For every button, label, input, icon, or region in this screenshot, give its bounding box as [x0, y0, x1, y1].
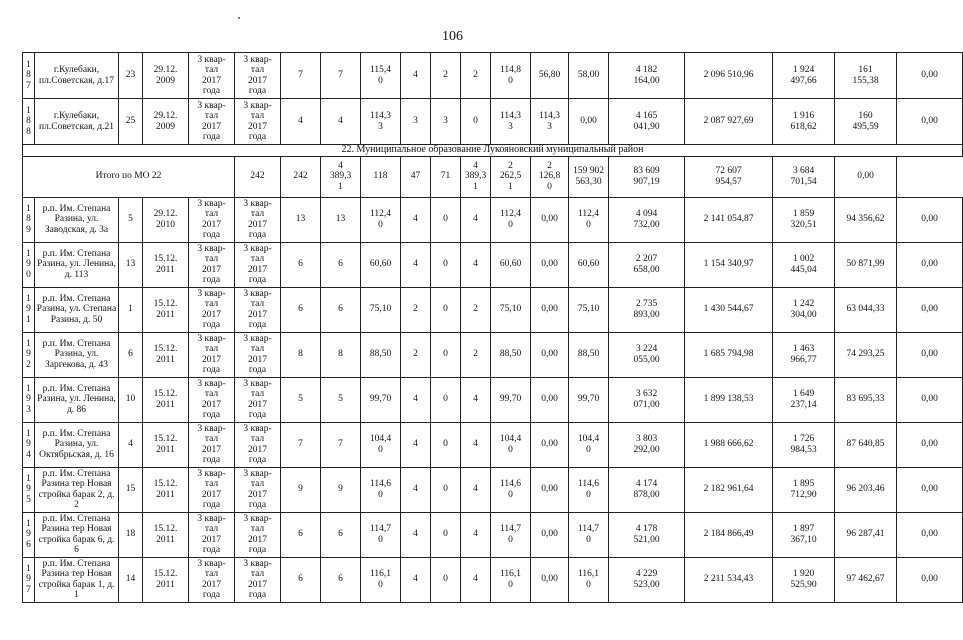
col6: 6 [281, 512, 321, 557]
row-number: 1 9 1 [23, 287, 35, 332]
table-row [23, 377, 963, 422]
cost-region: 1 242 304,00 [773, 287, 835, 332]
cost-local: 50 871,99 [835, 242, 897, 287]
cost-total: 2 735 893,00 [609, 287, 685, 332]
col11: 4 [461, 422, 491, 467]
cost-fund: 1 899 138,53 [685, 377, 773, 422]
row-number: 1 9 0 [23, 242, 35, 287]
col10: 0 [431, 512, 461, 557]
table-row [23, 99, 963, 145]
col6: 13 [281, 197, 321, 242]
col9: 4 [401, 557, 431, 602]
col9: 4 [401, 422, 431, 467]
area-resettled: 60,60 [491, 242, 531, 287]
cost-region: 1 002 445,04 [773, 242, 835, 287]
cost-extra: 0,00 [897, 467, 963, 512]
cost-local: 63 044,33 [835, 287, 897, 332]
recognition-date: 15.12. 2011 [143, 467, 189, 512]
col6: 6 [281, 242, 321, 287]
area-resettled: 114,8 0 [491, 53, 531, 99]
recognition-date: 15.12. 2011 [143, 422, 189, 467]
cost-total: 3 632 071,00 [609, 377, 685, 422]
area-col13: 0,00 [531, 242, 569, 287]
cost-local: 160 495,59 [835, 99, 897, 145]
total-col14: 2 126,8 0 [531, 156, 569, 197]
recognition-date: 15.12. 2011 [143, 287, 189, 332]
address: р.п. Им. Степана Разина тер Новая стройка барак 6, д. 6 [35, 512, 119, 557]
col11: 4 [461, 557, 491, 602]
total-col6: 242 [235, 156, 281, 197]
area-total: 114,3 3 [361, 99, 401, 145]
planned-end: 3 квар- тал 2017 года [235, 197, 281, 242]
col9: 4 [401, 377, 431, 422]
area-resettled: 75,10 [491, 287, 531, 332]
area-resettled: 116,1 0 [491, 557, 531, 602]
col7: 9 [321, 467, 361, 512]
building-count: 13 [119, 242, 143, 287]
total-col9: 118 [361, 156, 401, 197]
area-col14: 75,10 [569, 287, 609, 332]
total-col19: 0,00 [835, 156, 897, 197]
planned-end: 3 квар- тал 2017 года [235, 377, 281, 422]
cost-total: 4 182 164,00 [609, 53, 685, 99]
cost-extra: 0,00 [897, 512, 963, 557]
cost-extra: 0,00 [897, 422, 963, 467]
col10: 2 [431, 53, 461, 99]
cost-local: 161 155,38 [835, 53, 897, 99]
planned-end: 3 квар- тал 2017 года [235, 422, 281, 467]
cost-fund: 1 988 666,62 [685, 422, 773, 467]
cost-local: 87 640,85 [835, 422, 897, 467]
scan-speck [238, 17, 240, 19]
col6: 4 [281, 99, 321, 145]
cost-fund: 1 430 544,67 [685, 287, 773, 332]
building-count: 1 [119, 287, 143, 332]
cost-total: 3 803 292,00 [609, 422, 685, 467]
cost-extra: 0,00 [897, 287, 963, 332]
planned-start: 3 квар- тал 2017 года [189, 512, 235, 557]
area-resettled: 88,50 [491, 332, 531, 377]
row-number: 1 9 2 [23, 332, 35, 377]
area-col14: 99,70 [569, 377, 609, 422]
table-row [23, 197, 963, 242]
col6: 6 [281, 557, 321, 602]
col6: 7 [281, 53, 321, 99]
cost-local: 74 293,25 [835, 332, 897, 377]
cost-local: 97 462,67 [835, 557, 897, 602]
recognition-date: 15.12. 2011 [143, 512, 189, 557]
col7: 4 [321, 99, 361, 145]
page-number: 106 [442, 29, 463, 44]
area-total: 75,10 [361, 287, 401, 332]
section-title: 22. Муниципальное образование Лукояновский муниципальный район [23, 145, 963, 157]
col7: 5 [321, 377, 361, 422]
planned-start: 3 квар- тал 2017 года [189, 557, 235, 602]
rows-after-section [23, 197, 963, 602]
area-total: 116,1 0 [361, 557, 401, 602]
address: р.п. Им. Степана Разина, ул. Степана Разина, д. 50 [35, 287, 119, 332]
table-row [23, 332, 963, 377]
area-col13: 0,00 [531, 287, 569, 332]
row-number: 1 8 7 [23, 53, 35, 99]
cost-local: 94 356,62 [835, 197, 897, 242]
row-number: 1 9 5 [23, 467, 35, 512]
recognition-date: 15.12. 2011 [143, 242, 189, 287]
cost-region: 1 726 984,53 [773, 422, 835, 467]
area-col13: 114,3 3 [531, 99, 569, 145]
col7: 6 [321, 287, 361, 332]
total-col15: 159 902 563,30 [569, 156, 609, 197]
col7: 6 [321, 557, 361, 602]
col11: 4 [461, 512, 491, 557]
area-col14: 88,50 [569, 332, 609, 377]
building-count: 15 [119, 467, 143, 512]
total-col7: 242 [281, 156, 321, 197]
area-col14: 112,4 0 [569, 197, 609, 242]
col7: 7 [321, 53, 361, 99]
area-col14: 60,60 [569, 242, 609, 287]
total-col8: 4 389,3 1 [321, 156, 361, 197]
row-number: 1 9 4 [23, 422, 35, 467]
building-count: 23 [119, 53, 143, 99]
address: г.Кулебаки, пл.Советская, д.17 [35, 53, 119, 99]
cost-fund: 1 154 340,97 [685, 242, 773, 287]
planned-end: 3 квар- тал 2017 года [235, 557, 281, 602]
area-col13: 0,00 [531, 512, 569, 557]
table-row [23, 557, 963, 602]
area-resettled: 114,7 0 [491, 512, 531, 557]
area-total: 104,4 0 [361, 422, 401, 467]
cost-fund: 2 141 054,87 [685, 197, 773, 242]
area-total: 88,50 [361, 332, 401, 377]
address: г.Кулебаки, пл.Советская, д.21 [35, 99, 119, 145]
address: р.п. Им. Степана Разина, ул. Октябрьская, д. 16 [35, 422, 119, 467]
address: р.п. Им. Степана Разина, ул. Заргекова, д. 43 [35, 332, 119, 377]
area-resettled: 99,70 [491, 377, 531, 422]
col11: 2 [461, 332, 491, 377]
planned-start: 3 квар- тал 2017 года [189, 242, 235, 287]
building-count: 14 [119, 557, 143, 602]
area-resettled: 112,4 0 [491, 197, 531, 242]
housing-program-table [22, 52, 963, 603]
row-number: 1 9 7 [23, 557, 35, 602]
area-total: 114,6 0 [361, 467, 401, 512]
area-total: 115,4 0 [361, 53, 401, 99]
col10: 0 [431, 557, 461, 602]
cost-extra: 0,00 [897, 557, 963, 602]
recognition-date: 15.12. 2011 [143, 332, 189, 377]
area-total: 112,4 0 [361, 197, 401, 242]
planned-start: 3 квар- тал 2017 года [189, 53, 235, 99]
total-col10: 47 [401, 156, 431, 197]
cost-fund: 2 182 961,64 [685, 467, 773, 512]
col6: 5 [281, 377, 321, 422]
col6: 7 [281, 422, 321, 467]
total-col13: 2 262,5 1 [491, 156, 531, 197]
address: р.п. Им. Степана Разина, ул. Ленина, д. 113 [35, 242, 119, 287]
cost-fund: 1 685 794,98 [685, 332, 773, 377]
col9: 3 [401, 99, 431, 145]
building-count: 5 [119, 197, 143, 242]
col11: 2 [461, 287, 491, 332]
area-col13: 0,00 [531, 467, 569, 512]
cost-extra: 0,00 [897, 53, 963, 99]
area-col14: 116,1 0 [569, 557, 609, 602]
table-row [23, 242, 963, 287]
cost-extra: 0,00 [897, 242, 963, 287]
cost-fund: 2 087 927,69 [685, 99, 773, 145]
col9: 4 [401, 512, 431, 557]
col10: 0 [431, 332, 461, 377]
area-total: 60,60 [361, 242, 401, 287]
area-col14: 0,00 [569, 99, 609, 145]
table-row [23, 512, 963, 557]
cost-local: 96 287,41 [835, 512, 897, 557]
address: р.п. Им. Степана Разина тер Новая стройка барак 2, д. 2 [35, 467, 119, 512]
cost-fund: 2 096 510,96 [685, 53, 773, 99]
planned-end: 3 квар- тал 2017 года [235, 287, 281, 332]
planned-end: 3 квар- тал 2017 года [235, 512, 281, 557]
table-row [23, 287, 963, 332]
total-col18: 3 684 701,54 [773, 156, 835, 197]
col7: 6 [321, 242, 361, 287]
area-total: 114,7 0 [361, 512, 401, 557]
col11: 2 [461, 53, 491, 99]
col9: 2 [401, 332, 431, 377]
cost-local: 83 695,33 [835, 377, 897, 422]
area-col13: 0,00 [531, 557, 569, 602]
col9: 4 [401, 197, 431, 242]
area-col14: 104,4 0 [569, 422, 609, 467]
building-count: 25 [119, 99, 143, 145]
table-row [23, 422, 963, 467]
area-col14: 58,00 [569, 53, 609, 99]
area-resettled: 104,4 0 [491, 422, 531, 467]
planned-start: 3 квар- тал 2017 года [189, 377, 235, 422]
building-count: 18 [119, 512, 143, 557]
col10: 0 [431, 242, 461, 287]
area-col14: 114,6 0 [569, 467, 609, 512]
area-col13: 56,80 [531, 53, 569, 99]
planned-end: 3 квар- тал 2017 года [235, 99, 281, 145]
cost-total: 4 229 523,00 [609, 557, 685, 602]
col9: 4 [401, 53, 431, 99]
section-total-row [23, 156, 963, 197]
recognition-date: 15.12. 2011 [143, 557, 189, 602]
planned-start: 3 квар- тал 2017 года [189, 287, 235, 332]
cost-total: 4 094 732,00 [609, 197, 685, 242]
table-row [23, 467, 963, 512]
cost-extra: 0,00 [897, 99, 963, 145]
table-row [23, 53, 963, 99]
building-count: 6 [119, 332, 143, 377]
cost-region: 1 897 367,10 [773, 512, 835, 557]
total-col11: 71 [431, 156, 461, 197]
address: р.п. Им. Степана Разина, ул. Ленина, д. 86 [35, 377, 119, 422]
planned-start: 3 квар- тал 2017 года [189, 99, 235, 145]
col10: 0 [431, 287, 461, 332]
cost-region: 1 920 525,90 [773, 557, 835, 602]
total-label: Итого по МО 22 [23, 156, 235, 197]
building-count: 10 [119, 377, 143, 422]
cost-fund: 2 211 534,43 [685, 557, 773, 602]
col11: 0 [461, 99, 491, 145]
area-col13: 0,00 [531, 332, 569, 377]
col7: 6 [321, 512, 361, 557]
area-col14: 114,7 0 [569, 512, 609, 557]
col7: 7 [321, 422, 361, 467]
cost-extra: 0,00 [897, 332, 963, 377]
area-col13: 0,00 [531, 422, 569, 467]
area-resettled: 114,6 0 [491, 467, 531, 512]
building-count: 4 [119, 422, 143, 467]
cost-total: 4 178 521,00 [609, 512, 685, 557]
row-number: 1 8 9 [23, 197, 35, 242]
col9: 4 [401, 467, 431, 512]
area-resettled: 114,3 3 [491, 99, 531, 145]
cost-total: 4 165 041,90 [609, 99, 685, 145]
total-col16: 83 609 907,19 [609, 156, 685, 197]
col10: 0 [431, 197, 461, 242]
col11: 4 [461, 467, 491, 512]
row-number: 1 9 6 [23, 512, 35, 557]
section-header [23, 145, 963, 198]
cost-extra: 0,00 [897, 197, 963, 242]
cost-total: 3 224 055,00 [609, 332, 685, 377]
col9: 2 [401, 287, 431, 332]
planned-start: 3 квар- тал 2017 года [189, 467, 235, 512]
cost-fund: 2 184 866,49 [685, 512, 773, 557]
col11: 4 [461, 242, 491, 287]
col9: 4 [401, 242, 431, 287]
col11: 4 [461, 197, 491, 242]
col10: 0 [431, 377, 461, 422]
cost-region: 1 924 497,66 [773, 53, 835, 99]
recognition-date: 29.12. 2010 [143, 197, 189, 242]
cost-region: 1 895 712,90 [773, 467, 835, 512]
cost-region: 1 649 237,14 [773, 377, 835, 422]
area-col13: 0,00 [531, 197, 569, 242]
cost-extra: 0,00 [897, 377, 963, 422]
cost-local: 96 203,46 [835, 467, 897, 512]
planned-start: 3 квар- тал 2017 года [189, 197, 235, 242]
col6: 6 [281, 287, 321, 332]
total-col12: 4 389,3 1 [461, 156, 491, 197]
cost-region: 1 916 618,62 [773, 99, 835, 145]
recognition-date: 29.12. 2009 [143, 53, 189, 99]
planned-end: 3 квар- тал 2017 года [235, 467, 281, 512]
address: р.п. Им. Степана Разина, ул. Заводская, д. 3а [35, 197, 119, 242]
area-col13: 0,00 [531, 377, 569, 422]
row-number: 1 8 8 [23, 99, 35, 145]
col7: 13 [321, 197, 361, 242]
address: р.п. Им. Степана Разина тер Новая стройка барак 1, д. 1 [35, 557, 119, 602]
cost-total: 4 174 878,00 [609, 467, 685, 512]
planned-end: 3 квар- тал 2017 года [235, 242, 281, 287]
col6: 9 [281, 467, 321, 512]
col10: 0 [431, 422, 461, 467]
col10: 3 [431, 99, 461, 145]
area-total: 99,70 [361, 377, 401, 422]
row-number: 1 9 3 [23, 377, 35, 422]
recognition-date: 29.12. 2009 [143, 99, 189, 145]
total-col17: 72 607 954,57 [685, 156, 773, 197]
planned-end: 3 квар- тал 2017 года [235, 53, 281, 99]
col11: 4 [461, 377, 491, 422]
cost-total: 2 207 658,00 [609, 242, 685, 287]
planned-end: 3 квар- тал 2017 года [235, 332, 281, 377]
col7: 8 [321, 332, 361, 377]
rows-before-section [23, 53, 963, 145]
cost-region: 1 859 320,51 [773, 197, 835, 242]
recognition-date: 15.12. 2011 [143, 377, 189, 422]
cost-region: 1 463 966,77 [773, 332, 835, 377]
col6: 8 [281, 332, 321, 377]
planned-start: 3 квар- тал 2017 года [189, 422, 235, 467]
planned-start: 3 квар- тал 2017 года [189, 332, 235, 377]
col10: 0 [431, 467, 461, 512]
